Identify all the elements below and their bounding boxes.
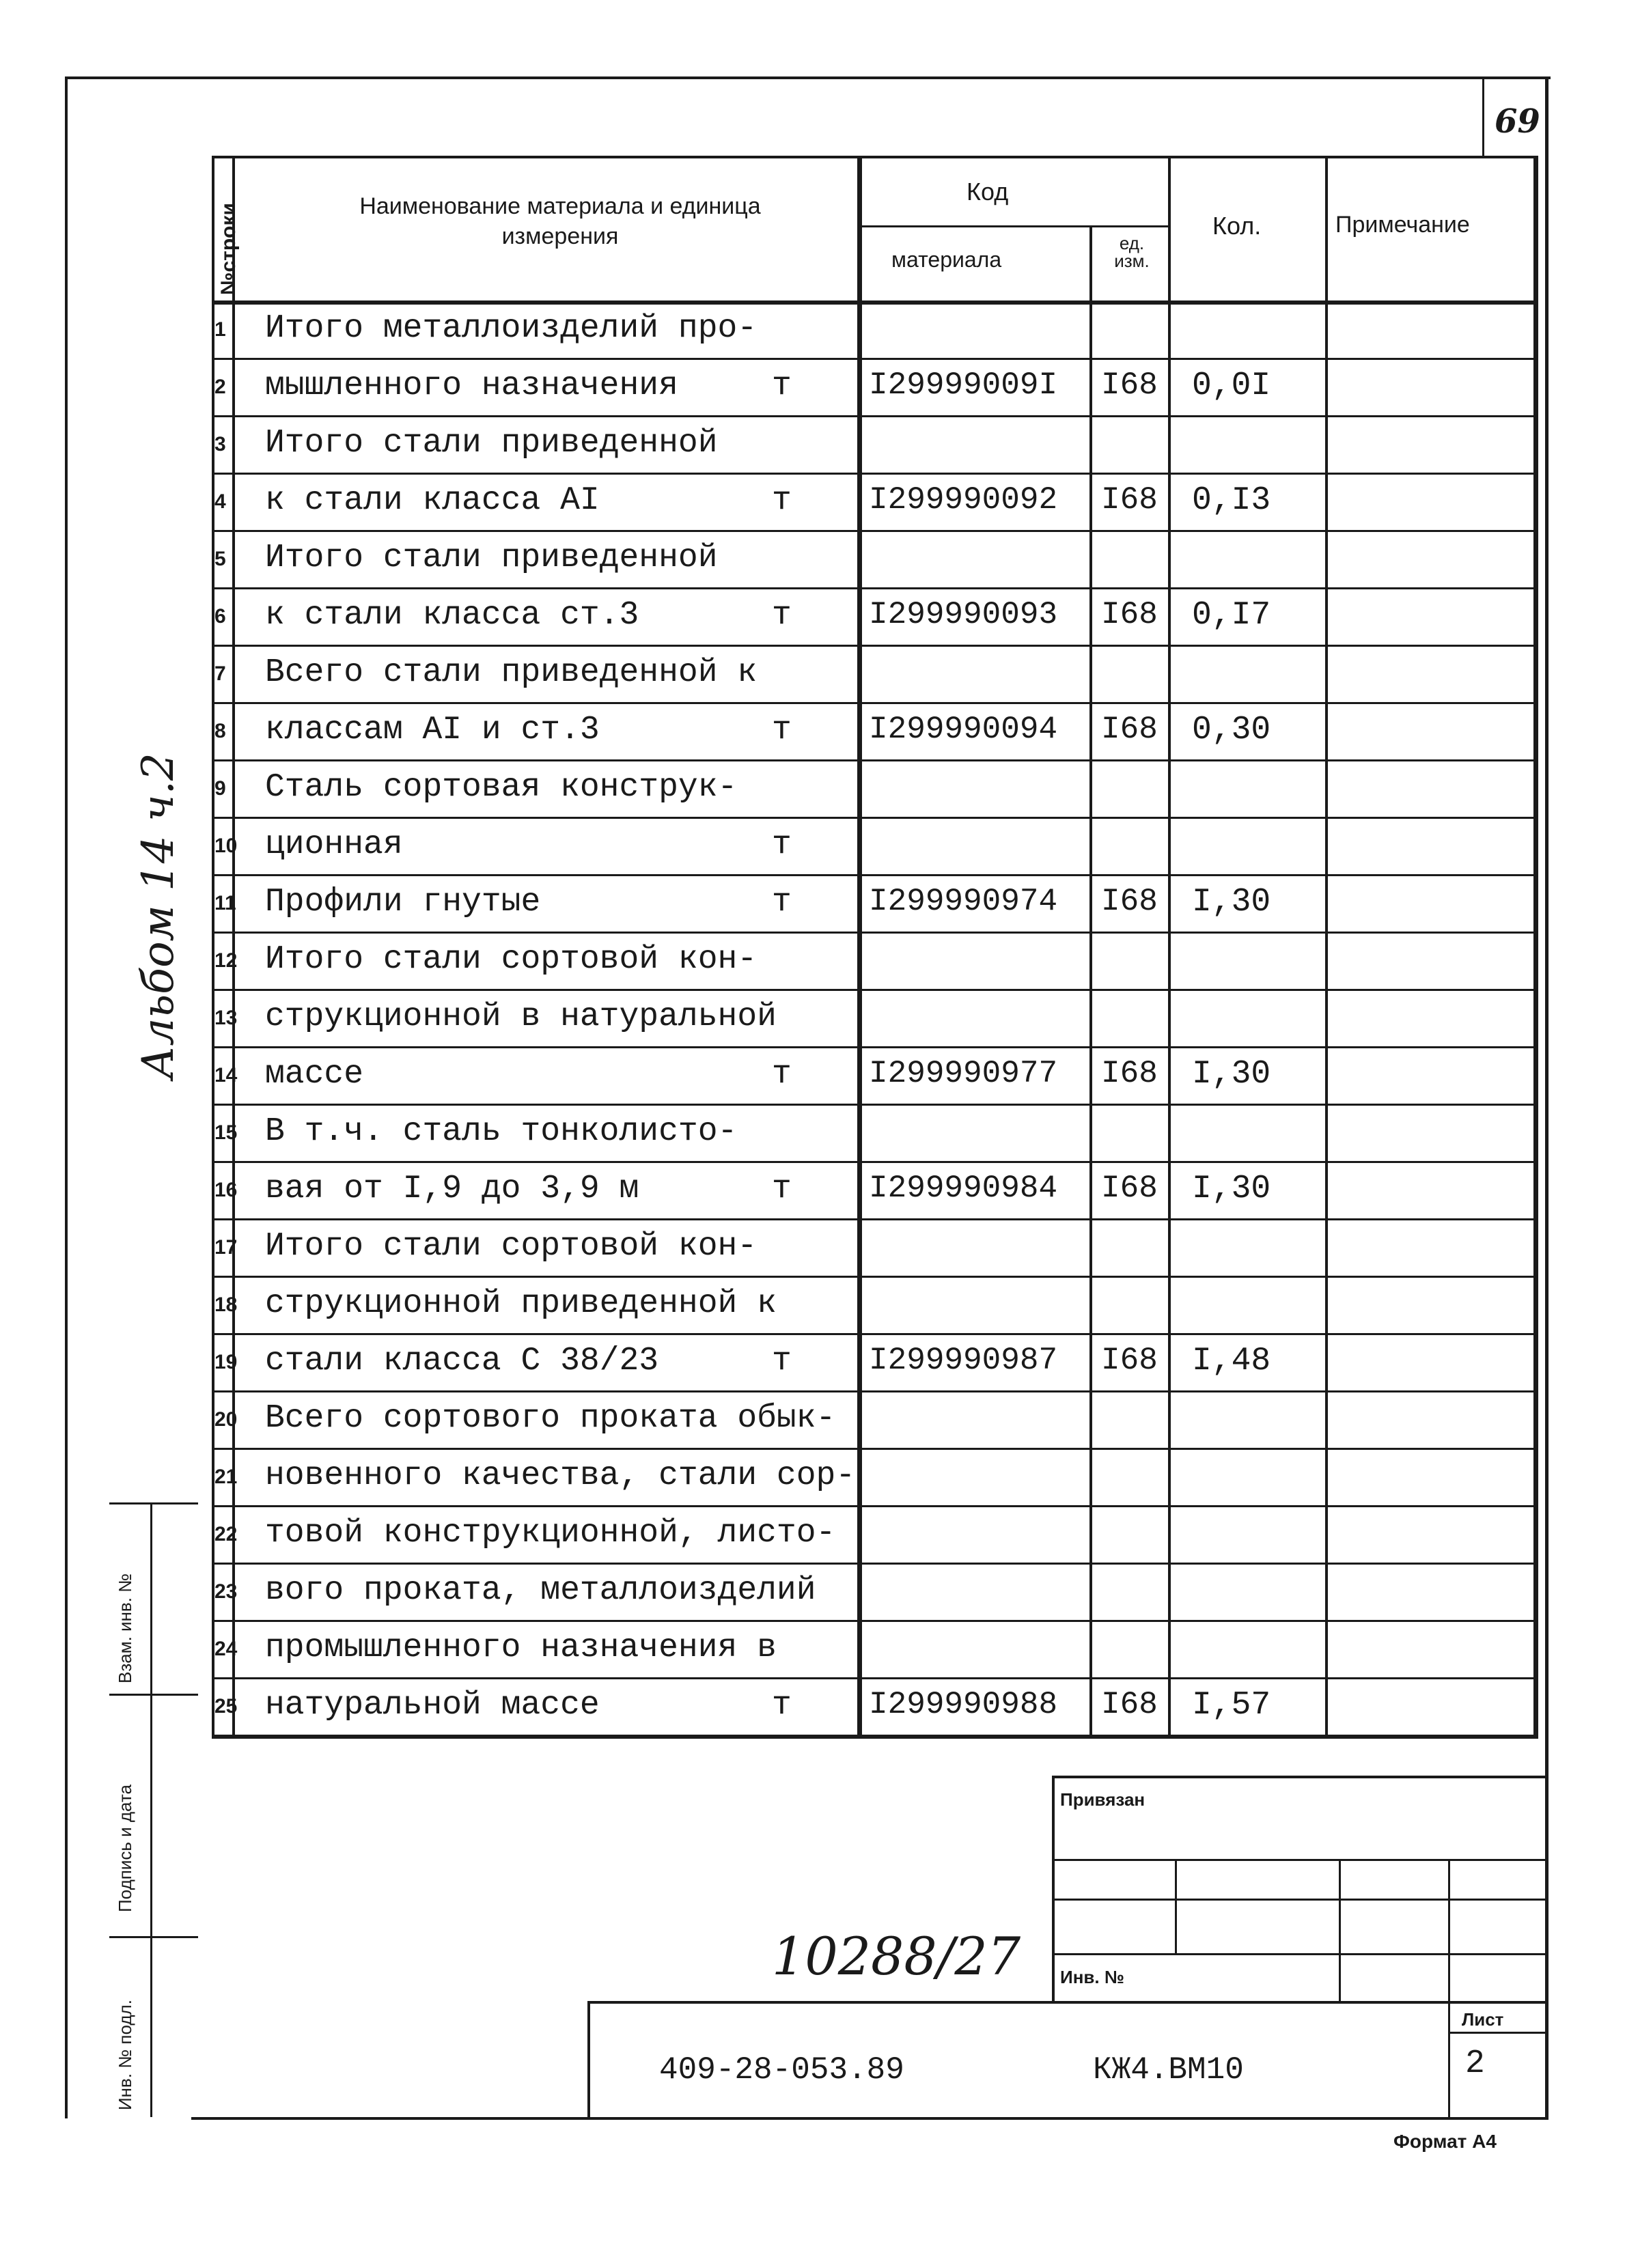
row-number: 17 (214, 1236, 238, 1259)
row-name: мышленного назначения (265, 367, 678, 404)
row-number: 7 (214, 662, 226, 685)
row-unit-code: I68 (1101, 367, 1158, 403)
table-row-rule (232, 1677, 1533, 1679)
table-bottom (212, 1735, 1536, 1739)
table-row-rule-rownum (212, 1390, 232, 1392)
table-row-rule-rownum (212, 874, 232, 876)
stamp-privyazan: Привязан (1060, 1789, 1145, 1810)
row-code: I299990094 (869, 712, 1058, 747)
table-header-top (212, 156, 1536, 158)
margin-stamp-line-1 (109, 1694, 198, 1696)
row-name: ционная (265, 826, 403, 863)
row-number: 1 (214, 318, 226, 341)
row-quantity: I,30 (1192, 1056, 1271, 1093)
code-subheader-rule (857, 225, 1168, 227)
table-row-rule-rownum (212, 1448, 232, 1450)
row-number: 2 (214, 376, 226, 398)
row-code: I299990987 (869, 1343, 1058, 1378)
stamp-h1 (1052, 1859, 1547, 1861)
table-row-rule (232, 1620, 1533, 1622)
table-row-rule (232, 1218, 1533, 1220)
stamp-handwritten-number: 10288/27 (772, 1926, 1021, 1987)
header-code-material: материала (891, 247, 1002, 272)
row-name: Итого стали сортовой кон- (265, 941, 758, 978)
row-code: I299990988 (869, 1687, 1058, 1722)
row-unit-code: I68 (1101, 1171, 1158, 1206)
table-row-rule-rownum (212, 1218, 232, 1220)
row-name: струкционной в натуральной (265, 998, 777, 1035)
row-number: 14 (214, 1064, 238, 1087)
table-row-rule-rownum (212, 473, 232, 475)
stamp-h3 (1052, 1953, 1547, 1955)
row-name: стали класса С 38/23 (265, 1343, 659, 1380)
table-row-rule (232, 759, 1533, 761)
table-row-rule-rownum (212, 759, 232, 761)
row-name: Итого стали сортовой кон- (265, 1228, 758, 1265)
table-row-rule-rownum (212, 587, 232, 589)
stamp-h2 (1052, 1899, 1547, 1901)
col-rule-right (1533, 156, 1538, 1739)
table-row-rule (232, 1276, 1533, 1278)
table-row-rule-rownum (212, 300, 232, 303)
table-row-rule-rownum (212, 989, 232, 991)
table-header-bottom (212, 300, 1536, 305)
header-code-unit: ед. изм. (1114, 233, 1150, 271)
table-row-rule (232, 874, 1533, 876)
row-unit-code: I68 (1101, 712, 1158, 747)
row-unit-code: I68 (1101, 482, 1158, 518)
table-row-rule (232, 1563, 1533, 1565)
table-row-rule-rownum (212, 932, 232, 934)
header-row-number: №строки (217, 203, 240, 295)
row-unit: т (772, 1056, 792, 1093)
stamp-sheet-number: 2 (1465, 2045, 1485, 2082)
col-rule-name (232, 156, 235, 1739)
row-unit-code: I68 (1101, 597, 1158, 632)
header-quantity: Кол. (1212, 212, 1262, 240)
stamp-sheet-label: Лист (1462, 2009, 1504, 2030)
table-row-rule-rownum (212, 1563, 232, 1565)
row-unit: т (772, 482, 792, 519)
stamp-main-left (587, 2001, 590, 2118)
table-row-rule (232, 1104, 1533, 1106)
row-number: 10 (214, 835, 238, 857)
row-name: Профили гнутые (265, 884, 541, 921)
table-row-rule-rownum (212, 1276, 232, 1278)
table-row-rule (232, 1390, 1533, 1392)
table-row-rule (232, 1505, 1533, 1507)
row-number: 12 (214, 949, 238, 972)
margin-stamp-col (150, 1502, 152, 2117)
row-quantity: 0,I7 (1192, 597, 1271, 634)
table-row-rule (232, 1046, 1533, 1048)
row-number: 23 (214, 1580, 238, 1603)
table-row-rule-rownum (212, 1505, 232, 1507)
col-rule-qty (1168, 156, 1171, 1739)
row-unit: т (772, 1171, 792, 1207)
row-number: 16 (214, 1179, 238, 1201)
row-number: 6 (214, 605, 226, 628)
margin-stamp-line-2 (109, 1936, 198, 1938)
row-name: к стали класса AI (265, 482, 600, 519)
header-note: Примечание (1335, 212, 1470, 238)
col-rule-code (857, 156, 862, 1739)
row-name: к стали класса ст.3 (265, 597, 639, 634)
row-name: Сталь сортовая конструк- (265, 769, 738, 806)
table-row-rule-rownum (212, 1161, 232, 1163)
margin-stamp-top (109, 1502, 198, 1504)
row-unit-code: I68 (1101, 1056, 1158, 1091)
row-code: I299990977 (869, 1056, 1058, 1091)
table-row-rule-rownum (212, 415, 232, 417)
table-row-rule (232, 1161, 1533, 1163)
row-number: 21 (214, 1466, 238, 1488)
row-unit: т (772, 712, 792, 748)
row-name: Всего стали приведенной к (265, 654, 758, 691)
row-unit: т (772, 597, 792, 634)
row-unit-code: I68 (1101, 1343, 1158, 1378)
stamp-sheet-sep (1448, 2032, 1547, 2034)
row-name: новенного качества, стали сор- (265, 1457, 856, 1494)
row-number: 4 (214, 490, 226, 513)
margin-vzam-inv: Взам. инв. № (115, 1573, 135, 1683)
table-row-rule (232, 932, 1533, 934)
row-number: 25 (214, 1695, 238, 1718)
table-row-rule-rownum (212, 702, 232, 704)
row-number: 8 (214, 720, 226, 742)
row-number: 13 (214, 1007, 238, 1029)
header-code: Код (967, 178, 1009, 206)
row-number: 15 (214, 1121, 238, 1144)
table-row-rule (232, 989, 1533, 991)
margin-podpis-data: Подпись и дата (115, 1784, 135, 1912)
row-unit: т (772, 367, 792, 404)
row-quantity: I,30 (1192, 884, 1271, 921)
row-name: массе (265, 1056, 364, 1093)
row-number: 24 (214, 1638, 238, 1660)
row-quantity: I,57 (1192, 1687, 1271, 1724)
side-note-album: Альбом 14 ч.2 (133, 753, 184, 1079)
row-number: 5 (214, 548, 226, 570)
table-row-rule-rownum (212, 1333, 232, 1335)
stamp-box-left (1052, 1776, 1055, 2001)
stamp-inv-no: Инв. № (1060, 1967, 1124, 1987)
stamp-main-top (587, 2001, 1547, 2004)
format-label: Формат A4 (1393, 2131, 1497, 2152)
stamp-v3 (1448, 1859, 1450, 2118)
row-name: Итого металлоизделий про- (265, 310, 758, 347)
row-unit-code: I68 (1101, 884, 1158, 919)
table-row-rule (232, 415, 1533, 417)
row-quantity: 0,I3 (1192, 482, 1271, 519)
table-row-rule-rownum (212, 358, 232, 360)
table-row-rule (232, 587, 1533, 589)
table-row-rule-rownum (212, 1046, 232, 1048)
row-number: 3 (214, 433, 226, 456)
row-name: промышленного назначения в (265, 1629, 777, 1666)
row-name: Итого стали приведенной (265, 425, 718, 462)
table-row-rule-rownum (212, 1104, 232, 1106)
row-quantity: I,30 (1192, 1171, 1271, 1207)
table-row-rule-rownum (212, 645, 232, 647)
stamp-v1 (1175, 1859, 1177, 1955)
row-name: натуральной массе (265, 1687, 600, 1724)
row-unit: т (772, 1687, 792, 1724)
margin-inv-podl: Инв. № подл. (115, 2000, 135, 2110)
table-row-rule-rownum (212, 1620, 232, 1622)
row-unit-code: I68 (1101, 1687, 1158, 1722)
table-row-rule (232, 473, 1533, 475)
row-number: 22 (214, 1523, 238, 1545)
table-row-rule (232, 530, 1533, 532)
table-row-rule (232, 1333, 1533, 1335)
sheet-mark: 69 (1495, 102, 1540, 141)
stamp-doc-code: 409-28-053.89 (659, 2052, 904, 2088)
row-unit: т (772, 884, 792, 921)
row-quantity: 0,0I (1192, 367, 1271, 404)
row-number: 11 (214, 892, 236, 914)
table-row-rule (232, 645, 1533, 647)
col-rule-note (1325, 156, 1328, 1739)
row-name: Всего сортового проката обык- (265, 1400, 836, 1437)
row-code: I29999009I (869, 367, 1058, 403)
row-number: 19 (214, 1351, 238, 1373)
table-row-rule (232, 702, 1533, 704)
row-code: I299990093 (869, 597, 1058, 632)
row-name: струкционной приведенной к (265, 1285, 777, 1322)
row-name: В т.ч. сталь тонколисто- (265, 1113, 738, 1150)
table-row-rule-rownum (212, 817, 232, 819)
row-name: вого проката, металлоизделий (265, 1572, 816, 1609)
stamp-doc-mark: КЖ4.ВМ10 (1093, 2052, 1244, 2088)
row-quantity: I,48 (1192, 1343, 1271, 1380)
table-row-rule (232, 1448, 1533, 1450)
table-row-rule (232, 358, 1533, 360)
row-name: вая от I,9 до 3,9 м (265, 1171, 639, 1207)
col-rule-unit (1089, 225, 1092, 1739)
row-code: I299990974 (869, 884, 1058, 919)
row-unit: т (772, 1343, 792, 1380)
stamp-box-top (1052, 1776, 1547, 1778)
stamp-v2 (1339, 1859, 1341, 2002)
table-row-rule (232, 817, 1533, 819)
row-number: 9 (214, 777, 226, 800)
row-quantity: 0,30 (1192, 712, 1271, 748)
header-name: Наименование материала и единица измерения (359, 193, 761, 249)
table-row-rule-rownum (212, 530, 232, 532)
row-code: I299990984 (869, 1171, 1058, 1206)
row-number: 20 (214, 1408, 238, 1431)
row-name: товой конструкционной, листо- (265, 1515, 836, 1552)
table-row-rule-rownum (212, 1677, 232, 1679)
row-unit: т (772, 826, 792, 863)
row-number: 18 (214, 1293, 238, 1316)
row-name: Итого стали приведенной (265, 540, 718, 576)
row-code: I299990092 (869, 482, 1058, 518)
row-name: классам AI и ст.3 (265, 712, 600, 748)
